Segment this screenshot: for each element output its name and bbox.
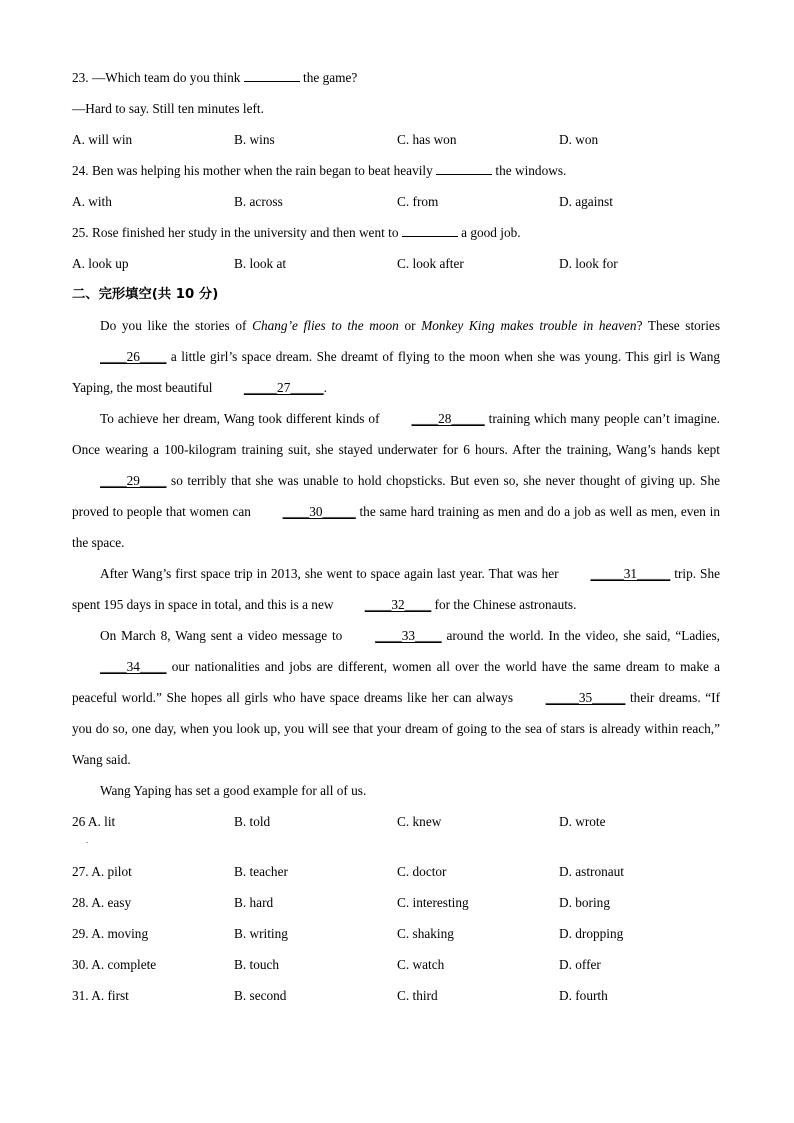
option-c: C. interesting	[397, 895, 469, 910]
answer-blank	[244, 69, 300, 82]
passage-paragraph-4: On March 8, Wang sent a video message to ____33____ around the world. In the video, she said, “Ladies, ____34____ our nationalities and jobs are different, women all over the world have the same dream to make a peaceful world.” She hopes all girls who have space dreams like her can always _____35_____ their dreams. “If you do so, one day, when you look up, you will see that your dream of going to the sea of stars is already within reach,” Wang said.	[72, 620, 720, 775]
option-b: B. across	[234, 194, 283, 209]
story-title-1: Chang’e flies to the moon	[252, 318, 399, 333]
option-c: C. shaking	[397, 926, 454, 941]
blank-33: ____33____	[375, 628, 442, 643]
option-d: D. offer	[559, 957, 601, 972]
option-a: 28. A. easy	[72, 895, 132, 910]
option-b: B. look at	[234, 256, 287, 271]
passage-paragraph-1: Do you like the stories of Chang’e flies to the moon or Monkey King makes trouble in heaven? These stories ____26____ a little girl’s space dream. She dreamt of flying to the moon when she was young. This girl is Wang Yaping, the most beautiful _____27_____.	[72, 310, 720, 403]
exam-page	[72, 62, 720, 1011]
blank-31: _____31_____	[590, 566, 671, 581]
choice-row-30	[72, 949, 720, 980]
blank-29: ____29____	[100, 473, 167, 488]
story-title-2: Monkey King makes trouble in heaven	[421, 318, 637, 333]
option-a: 29. A. moving	[72, 926, 149, 941]
option-d: D. fourth	[559, 988, 608, 1003]
blank-34: ____34____	[100, 659, 167, 674]
blank-32: ____32____	[364, 597, 432, 612]
option-a: A. will win	[72, 132, 133, 147]
option-d: D. boring	[559, 895, 610, 910]
option-c: C. doctor	[397, 864, 447, 879]
choice-row-29	[72, 918, 720, 949]
option-b: B. wins	[234, 132, 275, 147]
question-25-options	[72, 248, 720, 279]
blank-30: ____30_____	[282, 504, 356, 519]
option-c: C. third	[397, 988, 438, 1003]
option-d: D. dropping	[559, 926, 624, 941]
option-a: 30. A. complete	[72, 957, 157, 972]
option-d: D. look for	[559, 256, 618, 271]
question-23-stem: 23. —Which team do you think the game?	[72, 70, 358, 85]
option-c: C. has won	[397, 132, 457, 147]
choice-row-26	[72, 806, 720, 837]
option-a: 27. A. pilot	[72, 864, 132, 879]
option-d: D. astronaut	[559, 864, 624, 879]
choice-row-27	[72, 856, 720, 887]
answer-blank	[436, 162, 492, 175]
option-b: B. touch	[234, 957, 280, 972]
passage-paragraph-5: Wang Yaping has set a good example for all of us.	[100, 783, 367, 798]
question-24-stem: 24. Ben was helping his mother when the rain began to beat heavily the windows.	[72, 163, 567, 178]
option-b: B. hard	[234, 895, 274, 910]
question-23-options	[72, 124, 720, 155]
option-c: C. look after	[397, 256, 464, 271]
blank-27: _____27_____	[243, 380, 324, 395]
option-b: B. teacher	[234, 864, 288, 879]
question-23-reply: —Hard to say. Still ten minutes left.	[72, 101, 264, 116]
option-a: 31. A. first	[72, 988, 129, 1003]
blank-35: _____35_____	[545, 690, 626, 705]
option-a: 26 A. lit	[72, 814, 116, 829]
option-d: D. wrote	[559, 814, 606, 829]
option-d: D. against	[559, 194, 613, 209]
option-c: C. from	[397, 194, 439, 209]
option-b: B. second	[234, 988, 287, 1003]
option-a: A. look up	[72, 256, 129, 271]
option-a: A. with	[72, 194, 112, 209]
question-25-stem: 25. Rose finished her study in the university and then went to a good job.	[72, 225, 521, 240]
blank-28: ____28_____	[411, 411, 485, 426]
passage-paragraph-2: To achieve her dream, Wang took different kinds of ____28_____ training which many people can’t imagine. Once wearing a 100-kilogram training suit, she stayed underwater for 6 hours. After the training, Wang’s hands kept ____29____ so terribly that she was unable to hold chopsticks. But even so, she never thought of giving up. She proved to people that women can ____30_____ the same hard training as men and do a job as well as men, even in the space.	[72, 403, 720, 558]
blank-26: ____26____	[100, 349, 167, 364]
question-24-options	[72, 186, 720, 217]
option-d: D. won	[559, 132, 599, 147]
stray-dot: .	[86, 836, 88, 845]
option-c: C. watch	[397, 957, 445, 972]
option-b: B. told	[234, 814, 271, 829]
option-b: B. writing	[234, 926, 288, 941]
passage-paragraph-3: After Wang’s first space trip in 2013, she went to space again last year. That was her _____31_____ trip. She spent 195 days in space in total, and this is a new ____32____ for the Chinese astronauts.	[72, 558, 720, 620]
section-title-cloze: 二、完形填空(共 10 分)	[72, 287, 219, 302]
option-c: C. knew	[397, 814, 442, 829]
answer-blank	[402, 224, 458, 237]
choice-row-31	[72, 980, 720, 1011]
choice-row-28	[72, 887, 720, 918]
